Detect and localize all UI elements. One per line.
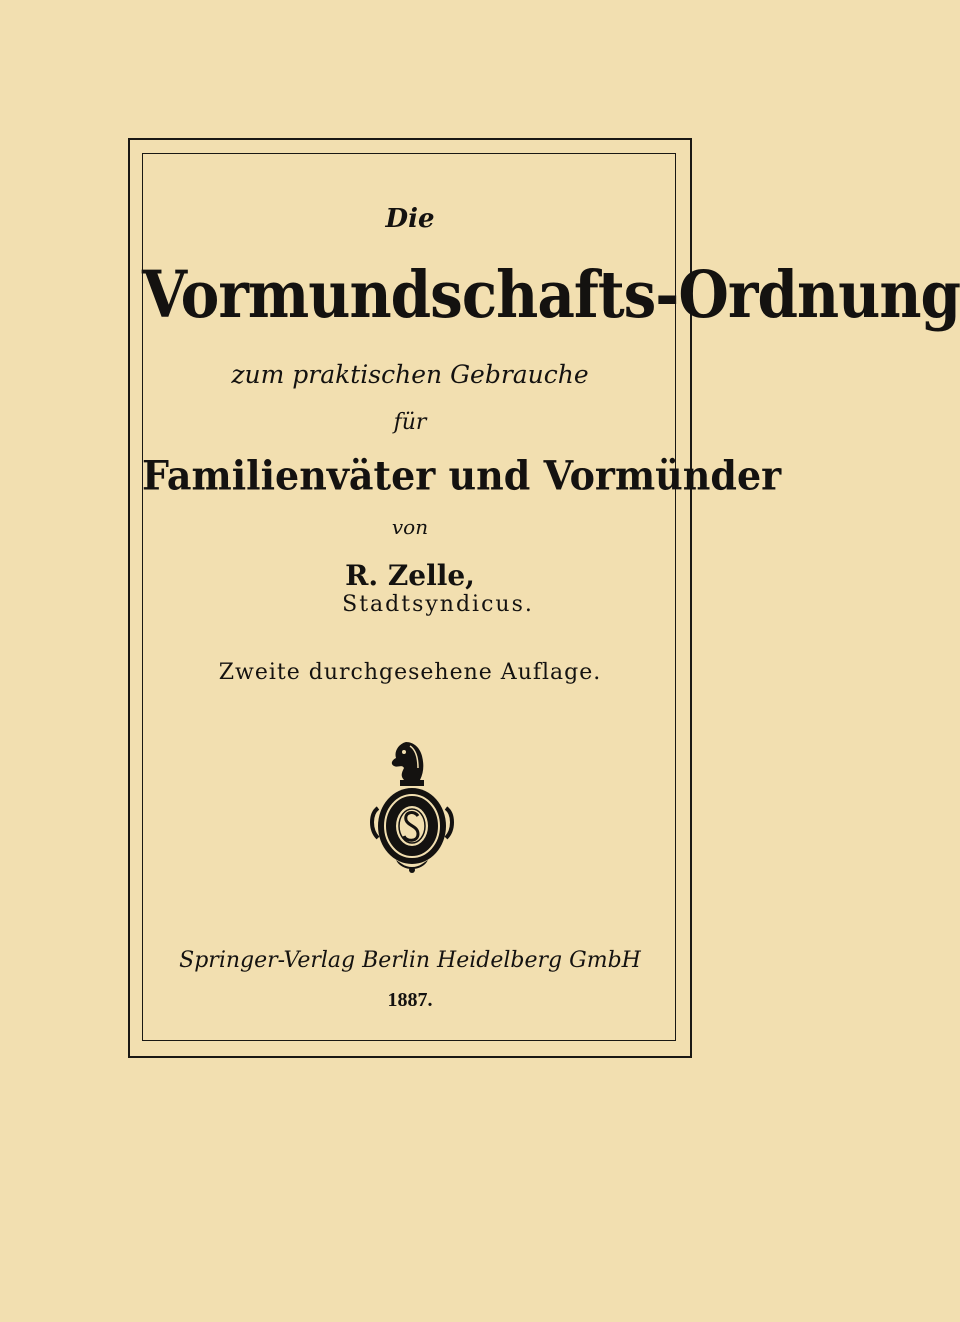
- author-name: R. Zelle,: [345, 559, 475, 592]
- audience-title: Familienväter und Vormünder: [142, 451, 782, 500]
- pre-title: Die: [385, 204, 435, 234]
- publisher: Springer-Verlag Berlin Heidelberg GmbH: [179, 948, 641, 973]
- publication-year: 1887.: [387, 989, 433, 1011]
- edition-text: Zweite durchgesehene Auflage.: [218, 660, 602, 685]
- springer-chess-knight-emblem-icon: [366, 738, 458, 876]
- author-role: Stadtsyndicus.: [342, 592, 534, 617]
- by-text: von: [391, 515, 429, 539]
- book-title: Vormundschafts-Ordnung: [142, 256, 960, 333]
- subtitle: zum praktischen Gebrauche: [231, 360, 589, 389]
- connector-text: für: [393, 410, 427, 435]
